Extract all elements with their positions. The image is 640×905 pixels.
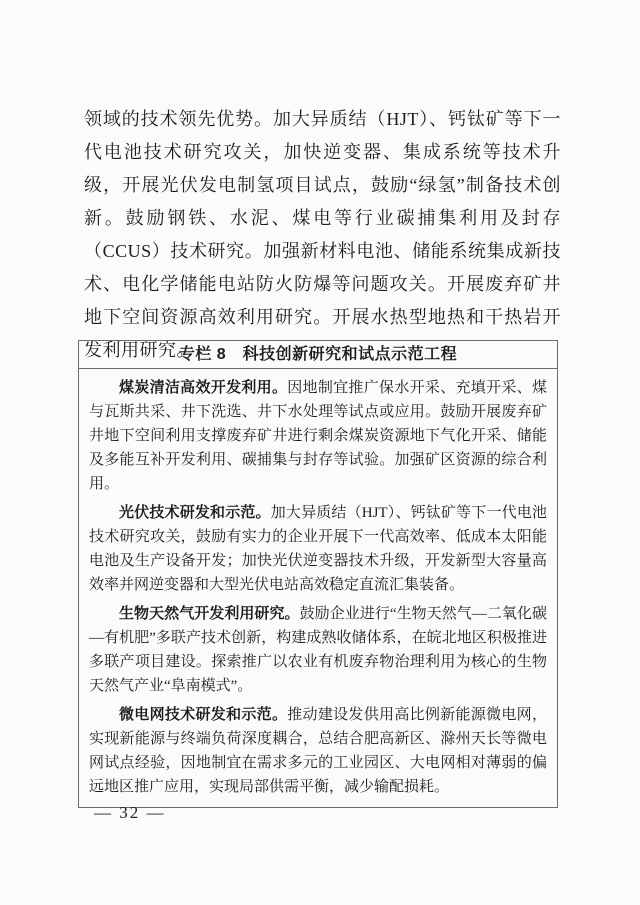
paragraph-lead: 光伏技术研发和示范。 <box>119 505 271 521</box>
paragraph-text: 加大异质结（HJT）、钙钛矿等下一代电池技术研究攻关，鼓励有实力的企业开展下一代高效率、低成本太阳能电池及生产设备开发；加快光伏逆变器技术升级，开发新型大容量高效率并网逆变器和大型光伏电站高效稳定直流汇集装备。 <box>89 505 547 593</box>
paragraph-lead: 煤炭清洁高效开发利用。 <box>119 380 288 396</box>
callout-box-body <box>79 369 557 807</box>
box-paragraph <box>89 501 547 597</box>
callout-box-title: 专栏 8 科技创新研究和试点示范工程 <box>79 341 557 369</box>
paragraph-lead: 生物天然气开发利用研究。 <box>119 606 300 622</box>
callout-box <box>78 340 558 808</box>
box-paragraph <box>89 602 547 698</box>
paragraph-text: 因地制宜推广保水开采、充填开采、煤与瓦斯共采、井下洗选、井下水处理等试点或应用。鼓励开展废弃矿井地下空间利用支撑废弃矿井进行剩余煤炭资源地下气化开采、储能及多能互补开发利用、碳捕集与封存等试验。加强矿区资源的综合利用。 <box>89 380 547 492</box>
body-paragraph: 领域的技术领先优势。加大异质结（HJT）、钙钛矿等下一代电池技术研究攻关，加快逆变器、集成系统等技术升级，开展光伏发电制氢项目试点，鼓励“绿氢”制备技术创新。鼓励钢铁、水泥、煤电等行业碳捕集利用及封存（CCUS）技术研究。加强新材料电池、储能系统集成新技术、电化学储能电站防火防爆等问题攻关。开展废弃矿井地下空间资源高效利用研究。开展水热型地热和干热岩开发利用研究。 <box>84 109 561 360</box>
box-paragraph <box>89 376 547 496</box>
paragraph-text: 推动建设发供用高比例新能源微电网，实现新能源与终端负荷深度耦合，总结合肥高新区、滁州天长等微电网试点经验，因地制宜在需求多元的工业园区、大电网相对薄弱的偏远地区推广应用，实现局部供需平衡，减少输配损耗。 <box>89 707 547 795</box>
paragraph-text: 鼓励企业进行“生物天然气—二氧化碳—有机肥”多联产技术创新，构建成熟收储体系，在皖北地区积极推进多联产项目建设。探索推广以农业有机废弃物治理利用为核心的生物天然气产业“阜南模式”。 <box>89 606 547 694</box>
page-number: — 32 — <box>94 803 166 822</box>
paragraph-lead: 微电网技术研发和示范。 <box>119 707 288 723</box>
box-paragraph <box>89 703 547 799</box>
